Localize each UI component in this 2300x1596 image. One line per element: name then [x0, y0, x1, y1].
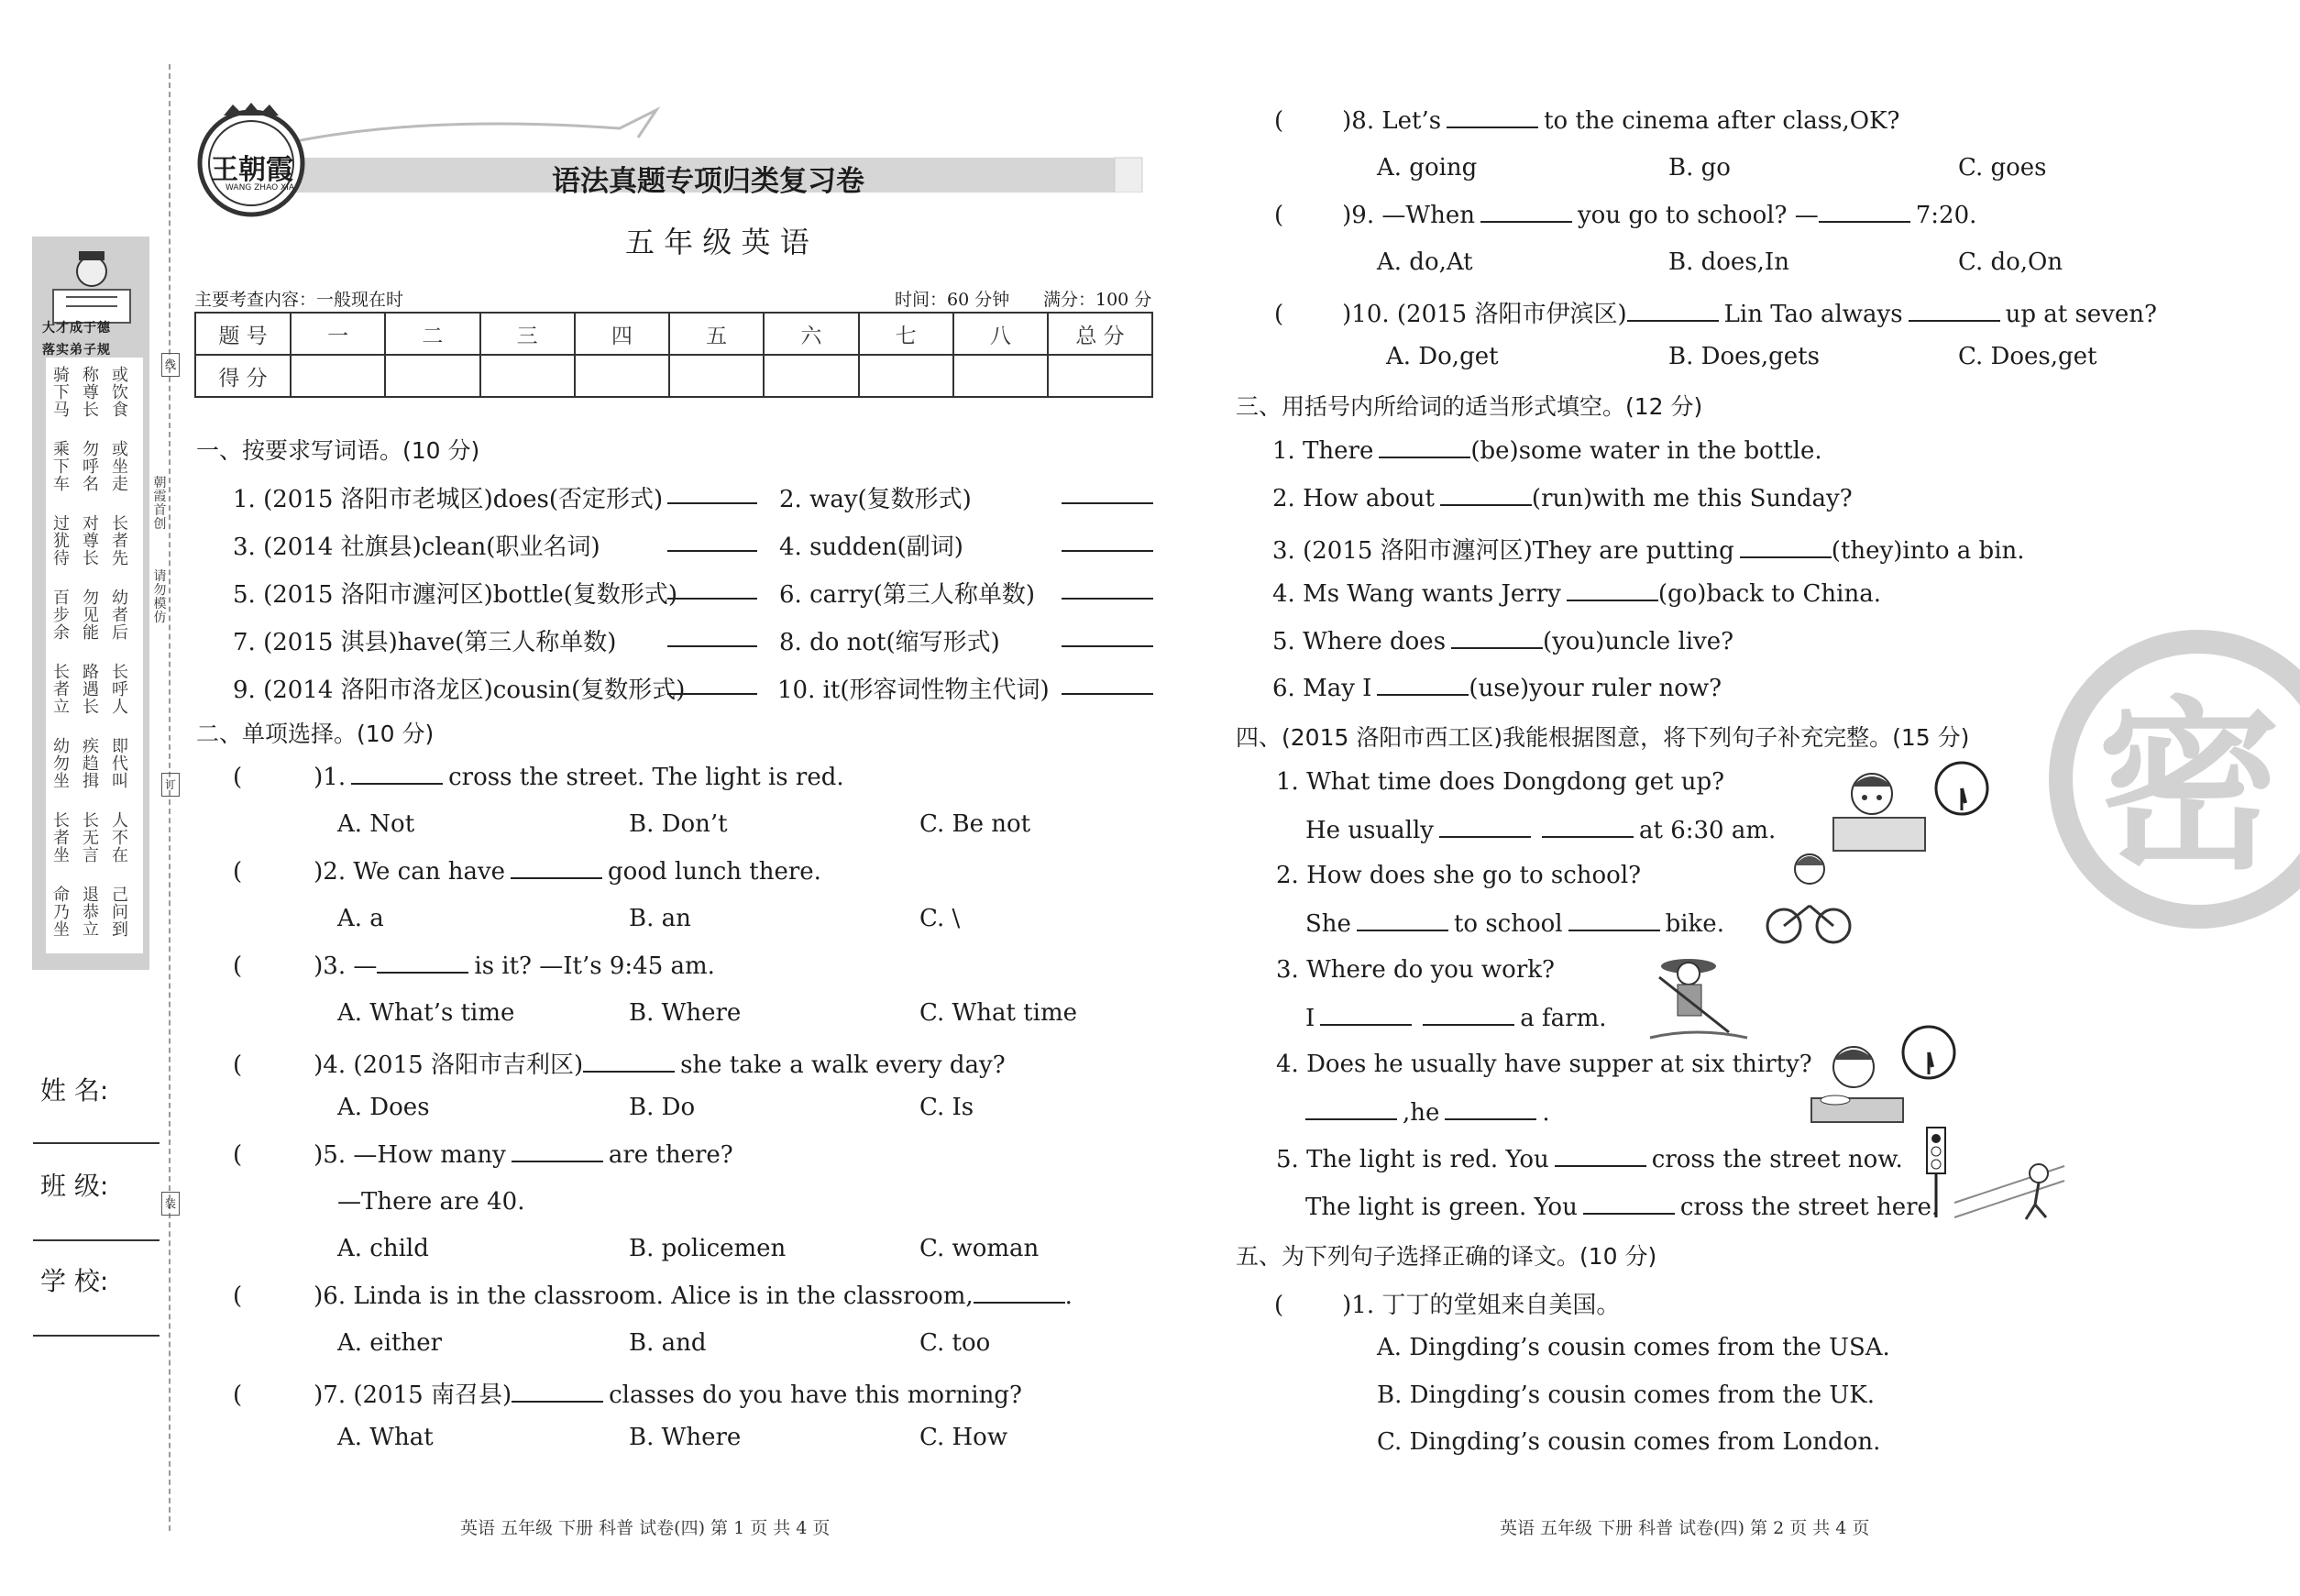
girl-cycling-illustration — [1764, 845, 1855, 948]
s4-question-2: 2. How does she go to school? — [1276, 862, 1642, 889]
s3-item-5 — [1272, 627, 1733, 655]
motto-column: 路遇长 — [83, 663, 99, 717]
s2-q2-option-c[interactable]: C. \ — [919, 905, 961, 932]
s1-q2-text: 2. way(复数形式) — [779, 486, 972, 513]
s1-q5-text: 5. (2015 洛阳市瀍河区)bottle(复数形式) — [233, 581, 677, 609]
s2-q8-prefix: )8. Let’s — [1342, 107, 1442, 135]
s2-q9-option-b[interactable]: B. does,In — [1668, 248, 1789, 276]
class-label: 班 级: — [40, 1171, 109, 1201]
s3-item-4 — [1272, 579, 1881, 608]
score-input-cell[interactable] — [575, 355, 669, 397]
score-table-header-row — [195, 313, 1152, 355]
score-row-label: 得 分 — [195, 355, 291, 397]
blank[interactable] — [1439, 816, 1531, 838]
s1-answer-line-1[interactable] — [667, 502, 757, 504]
watermark-character: 密 — [2097, 681, 2282, 895]
exam-full-score: 满分：100 分 — [1043, 290, 1152, 310]
s1-q8-text: 8. do not(缩写形式) — [779, 629, 1000, 656]
blank[interactable] — [1555, 1145, 1646, 1167]
s1-question-3 — [233, 528, 600, 562]
s3-item-3-rest: (they)into a bin. — [1831, 537, 2025, 565]
score-input-cell[interactable] — [291, 355, 385, 397]
s5-question-1 — [1274, 1286, 1620, 1320]
s2-q6-option-a[interactable]: A. either — [337, 1329, 443, 1357]
score-cell: 总 分 — [1048, 313, 1152, 355]
s2-q8-option-b[interactable]: B. go — [1668, 154, 1731, 182]
score-cell: 八 — [953, 313, 1048, 355]
s4-a2-rest: bike. — [1665, 910, 1724, 938]
s5-q1-option-a[interactable]: A. Dingding’s cousin comes from the USA. — [1377, 1334, 1890, 1361]
s2-q3-option-b[interactable]: B. Where — [629, 999, 742, 1027]
s1-question-5 — [233, 576, 677, 610]
s1-answer-line-10[interactable] — [1062, 693, 1153, 695]
logo-text: 王朝霞 — [211, 154, 293, 186]
exam-time: 时间：60 分钟 — [895, 290, 1010, 310]
s2-q6-option-b[interactable]: B. and — [629, 1329, 707, 1357]
s2-question-2 — [233, 857, 821, 886]
s2-q7-rest: classes do you have this morning? — [609, 1381, 1022, 1409]
boy-waking-illustration — [1830, 763, 1931, 854]
s3-item-1-rest: (be)some water in the bottle. — [1470, 437, 1822, 465]
s2-q10-option-b[interactable]: B. Does,gets — [1668, 343, 1820, 370]
s2-q3-option-a[interactable]: A. What’s time — [337, 999, 515, 1027]
s1-answer-line-5[interactable] — [667, 598, 757, 600]
s2-q4-option-b[interactable]: B. Do — [629, 1094, 696, 1121]
s4-a5-prefix: The light is green. You — [1305, 1194, 1578, 1221]
s2-q2-rest: good lunch there. — [608, 858, 821, 886]
answer-paren-open: ( — [233, 764, 243, 791]
s4-a2-prefix: She — [1305, 910, 1351, 938]
answer-paren-open: ( — [1274, 202, 1284, 229]
blank[interactable] — [511, 857, 602, 879]
vertical-note-1: 朝霞首创 — [153, 476, 167, 532]
s2-q9-option-a[interactable]: A. do,At — [1377, 248, 1473, 276]
binding-mark-ding: 订 — [161, 773, 180, 797]
s1-question-8 — [779, 623, 1000, 657]
name-label: 姓 名: — [40, 1075, 109, 1106]
s2-q5-prefix: )5. —How many — [314, 1141, 506, 1169]
s1-answer-line-7[interactable] — [667, 645, 757, 647]
footer-right: 英语 五年级 下册 科普 试卷(四) 第 2 页 共 4 页 — [1500, 1518, 1870, 1538]
blank[interactable] — [1445, 1098, 1536, 1120]
motto-column: 或饮食 — [112, 366, 128, 420]
s2-q8-rest: to the cinema after class,OK? — [1544, 107, 1900, 135]
s2-q5-rest: are there? — [608, 1141, 733, 1169]
s2-q7-option-c[interactable]: C. How — [919, 1424, 1008, 1451]
s4-answer-3 — [1305, 1004, 1607, 1032]
s2-q5-option-b[interactable]: B. policemen — [629, 1235, 787, 1262]
s2-q3-prefix: )3. — — [314, 952, 378, 980]
score-input-cell[interactable] — [480, 355, 575, 397]
s2-q9-rest: 7:20. — [1915, 202, 1977, 229]
motto-column: 或坐走 — [112, 440, 128, 494]
motto-column: 幼者后 — [112, 589, 128, 643]
blank[interactable] — [1357, 909, 1448, 931]
s2-q1-rest: cross the street. The light is red. — [448, 764, 844, 791]
motto-column: 称尊长 — [83, 366, 99, 420]
binding-dashed-line — [169, 64, 171, 1531]
s2-question-10 — [1274, 295, 2157, 329]
score-table — [194, 312, 1153, 398]
s1-question-2 — [779, 480, 972, 514]
blank[interactable] — [1909, 300, 2000, 322]
s2-q4-option-a[interactable]: A. Does — [337, 1094, 430, 1121]
section4-title: 四、(2015 洛阳市西工区)我能根据图意，将下列句子补充完整。(15 分) — [1236, 724, 1970, 751]
section3-title: 三、用括号内所给词的适当形式填空。(12 分) — [1236, 393, 1703, 420]
blank[interactable] — [1440, 484, 1532, 506]
s3-item-2-prefix: 2. How about — [1272, 485, 1435, 512]
score-cell: 三 — [480, 313, 575, 355]
crossing-street-illustration — [1918, 1126, 2072, 1228]
s2-q1-prefix: )1. — [314, 764, 347, 791]
blank[interactable] — [1567, 579, 1658, 601]
motto-column: 疾趋揖 — [83, 737, 99, 791]
s2-q2-option-b[interactable]: B. an — [629, 905, 691, 932]
blank[interactable] — [1320, 1004, 1412, 1026]
blank[interactable] — [1480, 201, 1572, 223]
s3-item-5-prefix: 5. Where does — [1272, 628, 1447, 655]
answer-paren-open: ( — [233, 858, 243, 886]
s2-q2-option-a[interactable]: A. a — [337, 905, 384, 932]
s1-q6-text: 6. carry(第三人称单数) — [779, 581, 1035, 609]
blank[interactable] — [1627, 300, 1719, 322]
s2-q4-option-c[interactable]: C. Is — [919, 1094, 974, 1121]
s2-q9-mid: you go to school? — — [1577, 202, 1819, 229]
s2-q6-prefix: )6. Linda is in the classroom. Alice is in the classroom, — [314, 1282, 974, 1310]
s3-item-1-prefix: 1. There — [1272, 437, 1374, 465]
score-cell: 六 — [764, 313, 858, 355]
s1-answer-line-8[interactable] — [1062, 645, 1153, 647]
motto-column: 幼勿坐 — [53, 737, 70, 791]
s1-answer-line-9[interactable] — [667, 693, 757, 695]
motto-column: 过犹待 — [53, 514, 70, 568]
s1-answer-line-3[interactable] — [667, 550, 757, 552]
s4-a4-rest: . — [1542, 1099, 1550, 1127]
s2-q8-option-c[interactable]: C. goes — [1958, 154, 2047, 182]
s2-q5-option-a[interactable]: A. child — [337, 1235, 429, 1262]
s4-a3-prefix: I — [1305, 1005, 1315, 1032]
s4-a3-rest: a farm. — [1520, 1005, 1607, 1032]
s4-question-1: 1. What time does Dongdong get up? — [1276, 768, 1725, 796]
s2-question-1 — [233, 763, 844, 791]
s3-item-4-rest: (go)back to China. — [1657, 580, 1881, 608]
s2-q5-option-c[interactable]: C. woman — [919, 1235, 1040, 1262]
s2-question-4 — [233, 1046, 1006, 1080]
answer-paren-open: ( — [233, 1051, 243, 1079]
s2-question-5 — [233, 1140, 733, 1169]
score-input-cell[interactable] — [669, 355, 764, 397]
s2-q7-option-a[interactable]: A. What — [337, 1424, 434, 1451]
s2-q4-rest: she take a walk every day? — [680, 1051, 1006, 1079]
blank[interactable] — [1542, 816, 1634, 838]
blank[interactable] — [351, 763, 443, 785]
answer-paren-open: ( — [1274, 301, 1284, 328]
s2-q10-prefix: )10. (2015 洛阳市伊滨区) — [1342, 301, 1627, 328]
score-cell: 七 — [859, 313, 953, 355]
s1-q1-text: 1. (2015 洛阳市老城区)does(否定形式) — [233, 486, 664, 513]
s3-item-6-prefix: 6. May I — [1272, 675, 1372, 702]
s4-q5-prefix: 5. The light is red. You — [1276, 1146, 1549, 1173]
motto-column: 长呼人 — [112, 663, 128, 717]
blank[interactable] — [1583, 1193, 1675, 1215]
blank[interactable] — [583, 1051, 675, 1073]
motto-column: 百步余 — [53, 589, 70, 643]
s2-q1-option-c[interactable]: C. Be not — [919, 810, 1031, 838]
s2-q3-rest: is it? —It’s 9:45 am. — [474, 952, 715, 980]
s2-q9-prefix: )9. —When — [1342, 202, 1475, 229]
answer-paren-open: ( — [233, 1381, 243, 1409]
s2-q1-option-b[interactable]: B. Don’t — [629, 810, 728, 838]
s4-answer-4 — [1305, 1098, 1550, 1127]
s2-q4-prefix: )4. (2015 洛阳市吉利区) — [314, 1051, 584, 1079]
subject-title: 五 年 级 英 语 — [625, 225, 809, 259]
score-input-cell[interactable] — [1048, 355, 1152, 397]
s1-q10-text: 10. it(形容词性物主代词) — [777, 677, 1050, 704]
s1-answer-line-2[interactable] — [1062, 502, 1153, 504]
s3-item-3 — [1272, 532, 2025, 566]
s2-question-3 — [233, 952, 715, 980]
vertical-note-2: 请勿模仿 — [153, 569, 167, 625]
score-table-score-row — [195, 355, 1152, 397]
blank[interactable] — [1740, 536, 1832, 558]
s1-q4-text: 4. sudden(副词) — [779, 534, 963, 561]
s4-answer-2 — [1305, 909, 1724, 938]
clock-630-icon — [1932, 759, 1991, 818]
name-field-line[interactable] — [33, 1142, 160, 1144]
s5-q1-text: )1. 丁丁的堂姐来自美国。 — [1342, 1292, 1621, 1319]
section1-title: 一、按要求写词语。(10 分) — [196, 437, 480, 464]
s4-a5-rest: cross the street here. — [1679, 1194, 1940, 1221]
motto-column: 勿呼名 — [83, 440, 99, 494]
s5-q1-option-b[interactable]: B. Dingding’s cousin comes from the UK. — [1377, 1381, 1875, 1409]
motto-column: 人不在 — [112, 811, 128, 865]
motto-column: 长者坐 — [53, 811, 70, 865]
s1-question-1 — [233, 480, 663, 514]
s2-q7-option-b[interactable]: B. Where — [629, 1424, 742, 1451]
s4-question-5 — [1276, 1145, 1903, 1173]
blank[interactable] — [1447, 106, 1538, 128]
s1-q7-text: 7. (2015 淇县)have(第三人称单数) — [233, 629, 617, 656]
motto-column: 退恭立 — [83, 886, 99, 940]
motto-column: 长者立 — [53, 663, 70, 717]
blank[interactable] — [1379, 436, 1470, 458]
s3-item-1 — [1272, 436, 1822, 465]
score-cell: 题 号 — [195, 313, 291, 355]
blank[interactable] — [512, 1381, 603, 1403]
s3-item-3-prefix: 3. (2015 洛阳市瀍河区)They are putting — [1272, 537, 1734, 565]
s3-item-5-rest: (you)uncle live? — [1543, 628, 1734, 655]
s3-item-2 — [1272, 484, 1853, 512]
s1-q3-text: 3. (2014 社旗县)clean(职业名词) — [233, 534, 600, 561]
s4-answer-5 — [1305, 1193, 1939, 1221]
s1-q9-text: 9. (2014 洛阳市洛龙区)cousin(复数形式) — [233, 677, 686, 704]
s4-a4-mid: ,he — [1403, 1099, 1440, 1127]
s3-item-4-prefix: 4. Ms Wang wants Jerry — [1272, 580, 1561, 608]
s3-item-6-rest: (use)your ruler now? — [1469, 675, 1722, 702]
motto-column: 乘下车 — [53, 440, 70, 494]
blank[interactable] — [1819, 201, 1910, 223]
boy-eating-illustration — [1808, 1034, 1909, 1128]
s3-item-2-rest: (run)with me this Sunday? — [1531, 485, 1853, 512]
answer-paren-open: ( — [233, 952, 243, 980]
class-field-line[interactable] — [33, 1239, 160, 1241]
scholar-figure-icon — [48, 246, 136, 328]
blank[interactable] — [512, 1140, 603, 1162]
blank[interactable] — [1377, 674, 1469, 696]
score-input-cell[interactable] — [764, 355, 858, 397]
answer-paren-open: ( — [233, 1141, 243, 1169]
s2-q6-rest: . — [1064, 1282, 1073, 1310]
s4-a2-mid: to school — [1453, 910, 1563, 938]
logo-subtext: WANG ZHAO XIA — [226, 183, 294, 193]
blank[interactable] — [377, 952, 468, 974]
s2-q2-prefix: )2. We can have — [314, 858, 506, 886]
side-caption-2: 落实弟子规 — [42, 343, 111, 358]
s2-q1-option-a[interactable]: A. Not — [337, 810, 415, 838]
blank[interactable] — [1568, 909, 1660, 931]
s2-q6-option-c[interactable]: C. too — [919, 1329, 991, 1357]
blank[interactable] — [1451, 627, 1543, 649]
section2-title: 二、单项选择。(10 分) — [196, 721, 435, 747]
banner-title: 语法真题专项归类复习卷 — [552, 165, 864, 198]
s4-answer-1 — [1305, 816, 1776, 844]
blank[interactable] — [1423, 1004, 1514, 1026]
school-label: 学 校: — [40, 1266, 109, 1296]
motto-column: 勿见能 — [83, 589, 99, 643]
s3-item-6 — [1272, 674, 1722, 702]
s5-q1-option-c[interactable]: C. Dingding’s cousin comes from London. — [1377, 1428, 1881, 1456]
score-cell: 五 — [669, 313, 764, 355]
motto-column: 对尊长 — [83, 514, 99, 568]
score-cell: 二 — [385, 313, 479, 355]
s2-question-7 — [233, 1376, 1022, 1410]
score-input-cell[interactable] — [953, 355, 1048, 397]
s1-answer-line-4[interactable] — [1062, 550, 1153, 552]
exam-scope: 主要考查内容：一般现在时 — [194, 290, 404, 310]
side-caption-1: 大才成于德 — [42, 321, 111, 336]
s4-a1-prefix: He usually — [1305, 817, 1434, 844]
s1-question-7 — [233, 623, 616, 657]
s1-question-10 — [777, 671, 1050, 705]
s4-a1-rest: at 6:30 am. — [1638, 817, 1777, 844]
answer-paren-open: ( — [1274, 1292, 1284, 1319]
s2-q9-option-c[interactable]: C. do,On — [1958, 248, 2063, 276]
s4-question-3: 3. Where do you work? — [1276, 956, 1555, 984]
motto-column: 命乃坐 — [53, 886, 70, 940]
s4-question-4: 4. Does he usually have supper at six thirty? — [1276, 1051, 1812, 1078]
score-cell: 四 — [575, 313, 669, 355]
motto-column: 己问到 — [112, 886, 128, 940]
s2-question-9 — [1274, 201, 1976, 229]
s2-question-8 — [1274, 106, 1899, 135]
s1-answer-line-6[interactable] — [1062, 598, 1153, 600]
s1-question-4 — [779, 528, 963, 562]
s2-q3-option-c[interactable]: C. What time — [919, 999, 1077, 1027]
section5-title: 五、为下列句子选择正确的译文。(10 分) — [1236, 1243, 1657, 1270]
s2-question-6 — [233, 1282, 1073, 1310]
s2-q10-rest: up at seven? — [2005, 301, 2157, 328]
score-input-cell[interactable] — [859, 355, 953, 397]
motto-column: 骑下马 — [53, 366, 70, 420]
school-field-line[interactable] — [33, 1335, 160, 1337]
answer-paren-open: ( — [233, 1282, 243, 1310]
clock-630-icon — [1899, 1023, 1958, 1082]
answer-paren-open: ( — [1274, 107, 1284, 135]
footer-left: 英语 五年级 下册 科普 试卷(四) 第 1 页 共 4 页 — [460, 1518, 831, 1538]
s2-q8-option-a[interactable]: A. going — [1377, 154, 1478, 182]
blank[interactable] — [1305, 1098, 1397, 1120]
s1-question-6 — [779, 576, 1035, 610]
blank[interactable] — [974, 1282, 1065, 1304]
motto-column: 长无言 — [83, 811, 99, 865]
binding-mark-line: 线 — [161, 353, 180, 377]
s1-question-9 — [233, 671, 685, 705]
s4-q5-rest: cross the street now. — [1651, 1146, 1903, 1173]
binding-mark-zhuang: 装 — [161, 1192, 180, 1216]
farmer-illustration — [1641, 950, 1751, 1041]
s2-q10-option-c[interactable]: C. Does,get — [1958, 343, 2097, 370]
motto-column: 长者先 — [112, 514, 128, 568]
score-cell: 一 — [291, 313, 385, 355]
s2-q10-mid: Lin Tao always — [1723, 301, 1903, 328]
score-input-cell[interactable] — [385, 355, 479, 397]
motto-column: 即代叫 — [112, 737, 128, 791]
s2-q5-reply: —There are 40. — [337, 1188, 525, 1216]
s2-q10-option-a[interactable]: A. Do,get — [1386, 343, 1499, 370]
s2-q7-prefix: )7. (2015 南召县) — [314, 1381, 512, 1409]
